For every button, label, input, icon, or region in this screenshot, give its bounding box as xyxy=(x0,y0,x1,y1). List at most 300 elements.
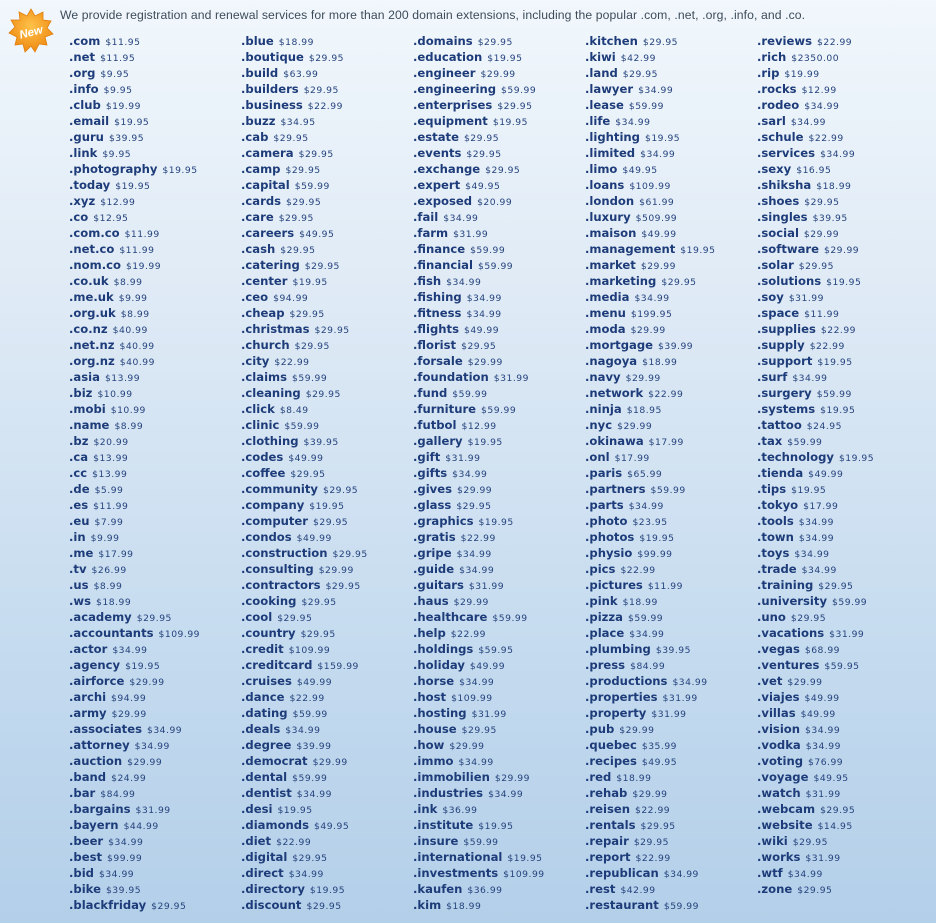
domain-extension-link[interactable]: .ventures xyxy=(757,658,820,672)
domain-extension-link[interactable]: .industries xyxy=(413,786,484,800)
domain-extension-link[interactable]: .army xyxy=(69,706,107,720)
domain-list-item xyxy=(241,128,368,144)
domain-extension-link[interactable]: .tienda xyxy=(757,466,804,480)
domain-extension-link[interactable]: .vet xyxy=(757,674,783,688)
domain-list-item xyxy=(241,720,368,736)
domain-extension-link[interactable]: .surf xyxy=(757,370,788,384)
domain-extension-link[interactable]: .clinic xyxy=(241,418,280,432)
domain-extension-link[interactable]: .land xyxy=(585,66,618,80)
domain-extension-link[interactable]: .tv xyxy=(69,562,87,576)
domain-extension-link[interactable]: .quebec xyxy=(585,738,637,752)
domain-price: $29.95 xyxy=(301,597,337,608)
domain-extension-link[interactable]: .kiwi xyxy=(585,50,616,64)
domain-extension-link[interactable]: .bz xyxy=(69,434,89,448)
domain-price: $59.99 xyxy=(787,437,823,448)
domain-extension-link[interactable]: .university xyxy=(757,594,827,608)
domain-extension-link[interactable]: .cards xyxy=(241,194,282,208)
domain-extension-link[interactable]: .me.uk xyxy=(69,290,114,304)
domain-extension-link[interactable]: .sarl xyxy=(757,114,786,128)
domain-extension-link[interactable]: .rich xyxy=(757,50,787,64)
domain-extension-link[interactable]: .rodeo xyxy=(757,98,800,112)
domain-extension-link[interactable]: .mortgage xyxy=(585,338,653,352)
domain-extension-link[interactable]: .cash xyxy=(241,242,276,256)
domain-extension-link[interactable]: .desi xyxy=(241,802,273,816)
domain-extension-link[interactable]: .club xyxy=(69,98,101,112)
domain-extension-link[interactable]: .cc xyxy=(69,466,88,480)
domain-list-item xyxy=(413,176,545,192)
domain-extension-link[interactable]: .tattoo xyxy=(757,418,802,432)
domain-extension-link[interactable]: .click xyxy=(241,402,275,416)
domain-extension-link[interactable]: .help xyxy=(413,626,446,640)
domain-extension-link[interactable]: .diamonds xyxy=(241,818,310,832)
domain-extension-link[interactable]: .dental xyxy=(241,770,288,784)
domain-extension-link[interactable]: .maison xyxy=(585,226,637,240)
domain-extension-link[interactable]: .christmas xyxy=(241,322,310,336)
domain-extension-link[interactable]: .rip xyxy=(757,66,780,80)
domain-extension-link[interactable]: .soy xyxy=(757,290,784,304)
domain-extension-link[interactable]: .nyc xyxy=(585,418,613,432)
domain-extension-link[interactable]: .moda xyxy=(585,322,626,336)
domain-extension-link[interactable]: .flights xyxy=(413,322,459,336)
domain-extension-link[interactable]: .catering xyxy=(241,258,300,272)
domain-extension-link[interactable]: .photo xyxy=(585,514,628,528)
domain-extension-link[interactable]: .contractors xyxy=(241,578,321,592)
domain-extension-link[interactable]: .community xyxy=(241,482,318,496)
domain-extension-link[interactable]: .solar xyxy=(757,258,794,272)
domain-list-item xyxy=(69,176,200,192)
domain-extension-link[interactable]: .tax xyxy=(757,434,783,448)
domain-extension-link[interactable]: .okinawa xyxy=(585,434,644,448)
domain-extension-link[interactable]: .claims xyxy=(241,370,288,384)
domain-extension-link[interactable]: .life xyxy=(585,114,611,128)
domain-extension-link[interactable]: .pictures xyxy=(585,578,643,592)
domain-price: $29.95 xyxy=(640,821,676,832)
domain-extension-link[interactable]: .gifts xyxy=(413,466,448,480)
domain-extension-link[interactable]: .lighting xyxy=(585,130,640,144)
domain-extension-link[interactable]: .finance xyxy=(413,242,466,256)
domain-extension-link[interactable]: .loans xyxy=(585,178,625,192)
domain-extension-link[interactable]: .camp xyxy=(241,162,281,176)
domain-extension-link[interactable]: .institute xyxy=(413,818,474,832)
domain-extension-link[interactable]: .works xyxy=(757,850,801,864)
domain-extension-link[interactable]: .vodka xyxy=(757,738,801,752)
domain-extension-link[interactable]: .vision xyxy=(757,722,801,736)
domain-price: $19.95 xyxy=(125,661,161,672)
domain-extension-link[interactable]: .pizza xyxy=(585,610,623,624)
domain-column xyxy=(585,32,715,912)
domain-extension-link[interactable]: .ink xyxy=(413,802,438,816)
domain-extension-link[interactable]: .watch xyxy=(757,786,801,800)
domain-extension-link[interactable]: .marketing xyxy=(585,274,657,288)
domain-extension-link[interactable]: .gift xyxy=(413,450,441,464)
domain-extension-link[interactable]: .investments xyxy=(413,866,499,880)
domain-extension-link[interactable]: .healthcare xyxy=(413,610,488,624)
domain-list-item xyxy=(585,528,715,544)
domain-extension-link[interactable]: .deals xyxy=(241,722,281,736)
domain-extension-link[interactable]: .productions xyxy=(585,674,668,688)
domain-extension-link[interactable]: .rentals xyxy=(585,818,636,832)
domain-extension-link[interactable]: .net.co xyxy=(69,242,115,256)
domain-extension-link[interactable]: .bayern xyxy=(69,818,119,832)
domain-extension-link[interactable]: .attorney xyxy=(69,738,130,752)
domain-extension-link[interactable]: .info xyxy=(69,82,99,96)
domain-extension-link[interactable]: .tips xyxy=(757,482,787,496)
domain-extension-link[interactable]: .cooking xyxy=(241,594,297,608)
domain-price: $29.99 xyxy=(480,69,516,80)
domain-extension-link[interactable]: .gripe xyxy=(413,546,452,560)
domain-extension-link[interactable]: .management xyxy=(585,242,676,256)
domain-extension-link[interactable]: .exposed xyxy=(413,194,473,208)
domain-extension-link[interactable]: .holiday xyxy=(413,658,465,672)
domain-extension-link[interactable]: .com xyxy=(69,34,101,48)
domain-extension-link[interactable]: .engineering xyxy=(413,82,497,96)
domain-extension-link[interactable]: .gallery xyxy=(413,434,463,448)
domain-extension-link[interactable]: .reviews xyxy=(757,34,812,48)
domain-extension-link[interactable]: .estate xyxy=(413,130,459,144)
domain-extension-link[interactable]: .sexy xyxy=(757,162,792,176)
domain-extension-link[interactable]: .best xyxy=(69,850,103,864)
domain-extension-link[interactable]: .blue xyxy=(241,34,274,48)
domain-extension-link[interactable]: .band xyxy=(69,770,107,784)
domain-extension-link[interactable]: .associates xyxy=(69,722,142,736)
domain-extension-link[interactable]: .company xyxy=(241,498,305,512)
domain-extension-link[interactable]: .email xyxy=(69,114,110,128)
domain-extension-link[interactable]: .de xyxy=(69,482,90,496)
domain-extension-link[interactable]: .zone xyxy=(757,882,793,896)
domain-extension-link[interactable]: .cab xyxy=(241,130,269,144)
domain-extension-link[interactable]: .pics xyxy=(585,562,616,576)
domain-extension-link[interactable]: .partners xyxy=(585,482,646,496)
domain-extension-link[interactable]: .guitars xyxy=(413,578,464,592)
domain-list-item xyxy=(757,320,874,336)
domain-extension-link[interactable]: .country xyxy=(241,626,296,640)
domain-extension-link[interactable]: .beer xyxy=(69,834,104,848)
domain-extension-link[interactable]: .shoes xyxy=(757,194,800,208)
domain-extension-link[interactable]: .rest xyxy=(585,882,616,896)
domain-extension-link[interactable]: .recipes xyxy=(585,754,637,768)
domain-extension-link[interactable]: .condos xyxy=(241,530,292,544)
domain-extension-link[interactable]: .photography xyxy=(69,162,158,176)
domain-extension-link[interactable]: .fund xyxy=(413,386,448,400)
domain-extension-link[interactable]: .expert xyxy=(413,178,461,192)
domain-extension-link[interactable]: .academy xyxy=(69,610,132,624)
domain-extension-link[interactable]: .media xyxy=(585,290,630,304)
domain-extension-link[interactable]: .viajes xyxy=(757,690,800,704)
domain-extension-link[interactable]: .agency xyxy=(69,658,121,672)
domain-extension-link[interactable]: .bike xyxy=(69,882,101,896)
domain-extension-link[interactable]: .restaurant xyxy=(585,898,659,912)
domain-extension-link[interactable]: .fish xyxy=(413,274,442,288)
domain-extension-link[interactable]: .diet xyxy=(241,834,272,848)
domain-extension-link[interactable]: .furniture xyxy=(413,402,477,416)
domain-list-item xyxy=(585,80,715,96)
domain-extension-link[interactable]: .rehab xyxy=(585,786,628,800)
domain-extension-link[interactable]: .futbol xyxy=(413,418,457,432)
domain-extension-link[interactable]: .mobi xyxy=(69,402,106,416)
domain-extension-link[interactable]: .boutique xyxy=(241,50,304,64)
domain-extension-link[interactable]: .care xyxy=(241,210,274,224)
domain-extension-link[interactable]: .systems xyxy=(757,402,816,416)
domain-extension-link[interactable]: .onl xyxy=(585,450,610,464)
domain-extension-link[interactable]: .nom.co xyxy=(69,258,121,272)
domain-extension-link[interactable]: .co xyxy=(69,210,89,224)
domain-extension-link[interactable]: .farm xyxy=(413,226,449,240)
domain-price: $29.95 xyxy=(313,517,349,528)
domain-extension-link[interactable]: .support xyxy=(757,354,813,368)
domain-extension-link[interactable]: .haus xyxy=(413,594,449,608)
domain-extension-link[interactable]: .lawyer xyxy=(585,82,634,96)
domain-extension-link[interactable]: .cheap xyxy=(241,306,285,320)
domain-extension-link[interactable]: .vegas xyxy=(757,642,800,656)
domain-extension-link[interactable]: .us xyxy=(69,578,89,592)
domain-extension-link[interactable]: .church xyxy=(241,338,290,352)
domain-extension-link[interactable]: .democrat xyxy=(241,754,308,768)
domain-extension-link[interactable]: .rocks xyxy=(757,82,797,96)
domain-price: $61.99 xyxy=(639,197,675,208)
domain-extension-link[interactable]: .lease xyxy=(585,98,624,112)
domain-extension-link[interactable]: .today xyxy=(69,178,111,192)
domain-extension-link[interactable]: .ceo xyxy=(241,290,269,304)
domain-extension-link[interactable]: .immo xyxy=(413,754,454,768)
domain-extension-link[interactable]: .actor xyxy=(69,642,108,656)
domain-extension-link[interactable]: .creditcard xyxy=(241,658,313,672)
domain-extension-link[interactable]: .pub xyxy=(585,722,615,736)
domain-extension-link[interactable]: .city xyxy=(241,354,270,368)
domain-extension-link[interactable]: .forsale xyxy=(413,354,463,368)
domain-extension-link[interactable]: .international xyxy=(413,850,503,864)
domain-extension-link[interactable]: .florist xyxy=(413,338,457,352)
domain-extension-link[interactable]: .net xyxy=(69,50,96,64)
domain-extension-link[interactable]: .builders xyxy=(241,82,299,96)
domain-extension-link[interactable]: .xyz xyxy=(69,194,96,208)
domain-extension-link[interactable]: .surgery xyxy=(757,386,812,400)
domain-extension-link[interactable]: .wiki xyxy=(757,834,788,848)
domain-extension-link[interactable]: .repair xyxy=(585,834,629,848)
domain-extension-link[interactable]: .education xyxy=(413,50,483,64)
domain-extension-link[interactable]: .uno xyxy=(757,610,786,624)
domain-extension-link[interactable]: .ws xyxy=(69,594,92,608)
domain-extension-link[interactable]: .gratis xyxy=(413,530,456,544)
domain-extension-link[interactable]: .codes xyxy=(241,450,284,464)
domain-extension-link[interactable]: .es xyxy=(69,498,89,512)
domain-list-item xyxy=(413,160,545,176)
domain-extension-link[interactable]: .com.co xyxy=(69,226,120,240)
domain-extension-link[interactable]: .org.nz xyxy=(69,354,115,368)
domain-extension-link[interactable]: .property xyxy=(585,706,647,720)
domain-extension-link[interactable]: .camera xyxy=(241,146,294,160)
domain-extension-link[interactable]: .in xyxy=(69,530,86,544)
domain-extension-link[interactable]: .website xyxy=(757,818,813,832)
domain-extension-link[interactable]: .graphics xyxy=(413,514,474,528)
domain-extension-link[interactable]: .bid xyxy=(69,866,94,880)
domain-extension-link[interactable]: .dating xyxy=(241,706,288,720)
domain-extension-link[interactable]: .engineer xyxy=(413,66,476,80)
domain-extension-link[interactable]: .link xyxy=(69,146,98,160)
domain-extension-link[interactable]: .tokyo xyxy=(757,498,799,512)
domain-extension-link[interactable]: .financial xyxy=(413,258,473,272)
domain-extension-link[interactable]: .direct xyxy=(241,866,284,880)
domain-extension-link[interactable]: .biz xyxy=(69,386,93,400)
domain-extension-link[interactable]: .construction xyxy=(241,546,328,560)
domain-extension-link[interactable]: .asia xyxy=(69,370,100,384)
domain-extension-link[interactable]: .hosting xyxy=(413,706,467,720)
domain-extension-link[interactable]: .trade xyxy=(757,562,797,576)
domain-extension-link[interactable]: .capital xyxy=(241,178,290,192)
domain-extension-link[interactable]: .clothing xyxy=(241,434,299,448)
domain-extension-link[interactable]: .computer xyxy=(241,514,308,528)
domain-list-item xyxy=(241,672,368,688)
domain-list-item xyxy=(69,240,200,256)
domain-price: $59.99 xyxy=(477,261,514,272)
domain-extension-link[interactable]: .build xyxy=(241,66,279,80)
domain-extension-link[interactable]: .network xyxy=(585,386,644,400)
domain-extension-link[interactable]: .org xyxy=(69,66,96,80)
domain-extension-link[interactable]: .fitness xyxy=(413,306,462,320)
domain-extension-link[interactable]: .supplies xyxy=(757,322,816,336)
domain-extension-link[interactable]: .name xyxy=(69,418,110,432)
domain-extension-link[interactable]: .fail xyxy=(413,210,439,224)
domain-extension-link[interactable]: .cruises xyxy=(241,674,292,688)
domain-extension-link[interactable]: .republican xyxy=(585,866,659,880)
domain-extension-link[interactable]: .org.uk xyxy=(69,306,116,320)
domain-extension-link[interactable]: .consulting xyxy=(241,562,314,576)
domain-extension-link[interactable]: .credit xyxy=(241,642,284,656)
domain-extension-link[interactable]: .events xyxy=(413,146,462,160)
domain-extension-link[interactable]: .limited xyxy=(585,146,636,160)
domain-extension-link[interactable]: .guru xyxy=(69,130,104,144)
domain-extension-link[interactable]: .kim xyxy=(413,898,442,912)
domain-extension-link[interactable]: .enterprises xyxy=(413,98,493,112)
domain-extension-link[interactable]: .dentist xyxy=(241,786,292,800)
domain-extension-link[interactable]: .cleaning xyxy=(241,386,301,400)
domain-extension-link[interactable]: .ninja xyxy=(585,402,622,416)
domain-extension-link[interactable]: .cool xyxy=(241,610,273,624)
domain-extension-link[interactable]: .coffee xyxy=(241,466,286,480)
domain-price: $34.99 xyxy=(798,517,834,528)
domain-extension-link[interactable]: .place xyxy=(585,626,625,640)
domain-extension-link[interactable]: .limo xyxy=(585,162,618,176)
domain-extension-link[interactable]: .reisen xyxy=(585,802,630,816)
domain-extension-link[interactable]: .vacations xyxy=(757,626,825,640)
domain-extension-link[interactable]: .parts xyxy=(585,498,624,512)
domain-extension-link[interactable]: .paris xyxy=(585,466,623,480)
domain-extension-link[interactable]: .insure xyxy=(413,834,459,848)
domain-extension-link[interactable]: .glass xyxy=(413,498,452,512)
domain-extension-link[interactable]: .domains xyxy=(413,34,473,48)
domain-extension-link[interactable]: .pink xyxy=(585,594,618,608)
domain-extension-link[interactable]: .villas xyxy=(757,706,796,720)
domain-extension-link[interactable]: .archi xyxy=(69,690,107,704)
domain-extension-link[interactable]: .plumbing xyxy=(585,642,651,656)
domain-extension-link[interactable]: .photos xyxy=(585,530,635,544)
domain-extension-link[interactable]: .press xyxy=(585,658,626,672)
domain-extension-link[interactable]: .degree xyxy=(241,738,292,752)
domain-extension-link[interactable]: .eu xyxy=(69,514,90,528)
domain-extension-link[interactable]: .how xyxy=(413,738,445,752)
domain-extension-link[interactable]: .london xyxy=(585,194,635,208)
domain-extension-link[interactable]: .webcam xyxy=(757,802,816,816)
domain-list-item xyxy=(69,192,200,208)
domain-extension-link[interactable]: .voyage xyxy=(757,770,809,784)
domain-extension-link[interactable]: .discount xyxy=(241,898,302,912)
domain-extension-link[interactable]: .airforce xyxy=(69,674,125,688)
domain-extension-link[interactable]: .buzz xyxy=(241,114,276,128)
domain-extension-link[interactable]: .ca xyxy=(69,450,89,464)
domain-extension-link[interactable]: .center xyxy=(241,274,288,288)
domain-extension-link[interactable]: .luxury xyxy=(585,210,631,224)
domain-extension-link[interactable]: .physio xyxy=(585,546,633,560)
domain-extension-link[interactable]: .voting xyxy=(757,754,803,768)
domain-extension-link[interactable]: .toys xyxy=(757,546,790,560)
domain-extension-link[interactable]: .net.nz xyxy=(69,338,115,352)
domain-extension-link[interactable]: .nagoya xyxy=(585,354,638,368)
domain-extension-link[interactable]: .technology xyxy=(757,450,834,464)
domain-extension-link[interactable]: .business xyxy=(241,98,303,112)
domain-extension-link[interactable]: .wtf xyxy=(757,866,783,880)
domain-extension-link[interactable]: .co.uk xyxy=(69,274,109,288)
domain-price: $29.99 xyxy=(619,725,655,736)
domain-extension-link[interactable]: .services xyxy=(757,146,816,160)
domain-extension-link[interactable]: .supply xyxy=(757,338,805,352)
domain-extension-link[interactable]: .schule xyxy=(757,130,804,144)
domain-extension-link[interactable]: .guide xyxy=(413,562,455,576)
domain-extension-link[interactable]: .accountants xyxy=(69,626,154,640)
domain-extension-link[interactable]: .exchange xyxy=(413,162,481,176)
domain-extension-link[interactable]: .tools xyxy=(757,514,794,528)
domain-extension-link[interactable]: .directory xyxy=(241,882,305,896)
domain-extension-link[interactable]: .bargains xyxy=(69,802,131,816)
domain-extension-link[interactable]: .co.nz xyxy=(69,322,108,336)
domain-extension-link[interactable]: .horse xyxy=(413,674,455,688)
domain-extension-link[interactable]: .bar xyxy=(69,786,96,800)
domain-extension-link[interactable]: .auction xyxy=(69,754,123,768)
domain-extension-link[interactable]: .dance xyxy=(241,690,285,704)
domain-price: $29.95 xyxy=(661,277,697,288)
domain-extension-link[interactable]: .market xyxy=(585,258,636,272)
domain-extension-link[interactable]: .house xyxy=(413,722,457,736)
domain-extension-link[interactable]: .navy xyxy=(585,370,621,384)
domain-extension-link[interactable]: .properties xyxy=(585,690,658,704)
domain-extension-link[interactable]: .me xyxy=(69,546,94,560)
domain-extension-link[interactable]: .town xyxy=(757,530,794,544)
domain-extension-link[interactable]: .holdings xyxy=(413,642,474,656)
domain-extension-link[interactable]: .gives xyxy=(413,482,452,496)
domain-extension-link[interactable]: .shiksha xyxy=(757,178,812,192)
domain-list-item xyxy=(585,464,715,480)
domain-list-item xyxy=(413,416,545,432)
domain-extension-link[interactable]: .fishing xyxy=(413,290,462,304)
domain-extension-link[interactable]: .digital xyxy=(241,850,288,864)
domain-extension-link[interactable]: .blackfriday xyxy=(69,898,147,912)
domain-extension-link[interactable]: .foundation xyxy=(413,370,489,384)
domain-extension-link[interactable]: .kaufen xyxy=(413,882,463,896)
domain-extension-link[interactable]: .immobilien xyxy=(413,770,490,784)
domain-extension-link[interactable]: .software xyxy=(757,242,819,256)
domain-extension-link[interactable]: .careers xyxy=(241,226,295,240)
domain-extension-link[interactable]: .singles xyxy=(757,210,808,224)
domain-extension-link[interactable]: .host xyxy=(413,690,447,704)
domain-extension-link[interactable]: .solutions xyxy=(757,274,822,288)
domain-extension-link[interactable]: .social xyxy=(757,226,799,240)
domain-extension-link[interactable]: .training xyxy=(757,578,814,592)
domain-extension-link[interactable]: .kitchen xyxy=(585,34,638,48)
domain-extension-link[interactable]: .red xyxy=(585,770,612,784)
domain-extension-link[interactable]: .report xyxy=(585,850,631,864)
domain-price: $22.99 xyxy=(817,37,853,48)
domain-extension-link[interactable]: .space xyxy=(757,306,800,320)
domain-extension-link[interactable]: .menu xyxy=(585,306,626,320)
domain-extension-link[interactable]: .equipment xyxy=(413,114,488,128)
